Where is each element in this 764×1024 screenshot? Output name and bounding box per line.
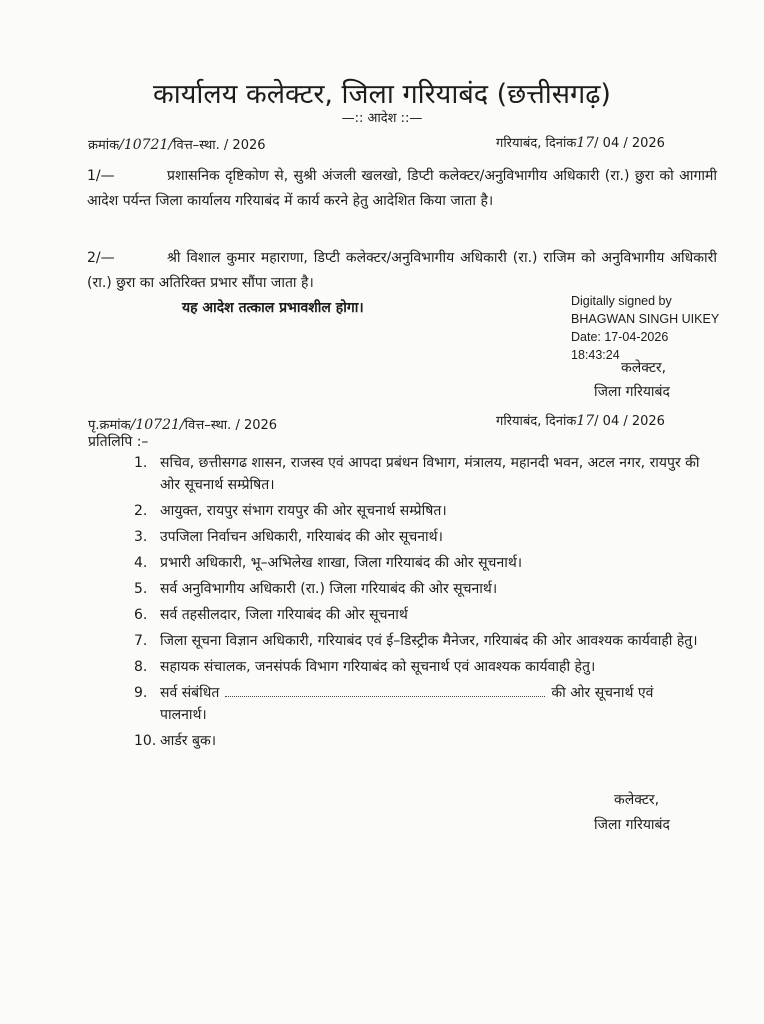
order-reference xyxy=(88,135,266,153)
list-item: 7. जिला सूचना विज्ञान अधिकारी, गरियाबंद एवं ई–डिस्ट्रीक मैनेजर, गरियाबंद की ओर आवश्यक कार्यवाही हेतु। xyxy=(134,633,698,649)
order-heading: —:: आदेश ::— xyxy=(341,111,423,126)
ref-number: /10721/ xyxy=(119,137,174,153)
digital-signature xyxy=(571,292,719,364)
effect-statement: यह आदेश तत्काल प्रभावशील होगा। xyxy=(182,300,364,316)
office-title: कार्यालय कलेक्टर, जिला गरियाबंद (छत्तीसगढ़) xyxy=(153,79,611,110)
list-item: 6. सर्व तहसीलदार, जिला गरियाबंद की ओर सूचनार्थ xyxy=(134,607,408,623)
signatory-district-2: जिला गरियाबंद xyxy=(594,817,670,833)
paragraph-number: 2/— xyxy=(87,250,115,266)
date-day: 17 xyxy=(576,135,595,151)
list-item: 3. उपजिला निर्वाचन अधिकारी, गरियाबंद की ओर सूचनार्थ। xyxy=(134,529,443,545)
endorsement-place-date xyxy=(496,411,665,429)
paragraph-number: 1/— xyxy=(87,168,115,184)
endorsement-reference xyxy=(88,415,277,433)
ref-label: पृ.क्रमांक xyxy=(88,418,131,433)
ref-number: /10721/ xyxy=(130,417,185,433)
list-item: 4. प्रभारी अधिकारी, भू–अभिलेख शाखा, जिला गरियाबंद की ओर सूचनार्थ। xyxy=(134,555,523,571)
blank-fill-line xyxy=(225,684,545,697)
signature-name: BHAGWAN SINGH UIKEY xyxy=(571,312,720,326)
place-date-label: गरियाबंद, दिनांक xyxy=(496,414,577,429)
ref-dept: वित्त–स्था. / 2026 xyxy=(184,418,278,433)
order-paragraph-2 xyxy=(87,246,717,296)
signature-time: 18:43:24 xyxy=(571,348,620,362)
list-item: 5. सर्व अनुविभागीय अधिकारी (रा.) जिला गरियाबंद की ओर सूचनार्थ। xyxy=(134,581,498,597)
date-day: 17 xyxy=(576,413,595,429)
signatory-title-2: कलेक्टर, xyxy=(614,792,660,808)
paragraph-text-cont: अधिकारी (रा.) छुरा को आगामी आदेश पर्यन्त जिला कार्यालय गरियाबंद में कार्य करने हेतु आदेशित किया जाता है। xyxy=(87,168,717,209)
date-rest: / 04 / 2026 xyxy=(594,136,665,151)
signature-date: Date: 17-04-2026 xyxy=(571,330,669,344)
paragraph-text-cont: को अनुविभागीय अधिकारी (रा.) छुरा का अतिरिक्त प्रभार सौंपा जाता है। xyxy=(87,250,717,291)
signatory-title: कलेक्टर, xyxy=(621,360,667,376)
list-item: 8. सहायक संचालक, जनसंपर्क विभाग गरियाबंद को सूचनार्थ एवं आवश्यक कार्यवाही हेतु। xyxy=(134,659,596,675)
list-item: 10. आर्डर बुक। xyxy=(134,733,217,749)
list-item: 9. सर्व संबंधित की ओर सूचनार्थ एवं पालनार्थ। xyxy=(134,685,654,723)
order-place-date xyxy=(496,133,665,151)
copy-list xyxy=(120,452,700,756)
list-item: 1. सचिव, छत्तीसगढ शासन, राजस्व एवं आपदा प्रबंधन विभाग, मंत्रालय, महानदी भवन, अटल नगर, रायपुर की ओर सूचनार्थ सम्प्रेषित। xyxy=(134,455,700,493)
place-date-label: गरियाबंद, दिनांक xyxy=(496,136,577,151)
ref-label: क्रमांक xyxy=(88,138,120,153)
copy-heading: प्रतिलिपि :– xyxy=(88,434,149,450)
date-rest: / 04 / 2026 xyxy=(594,414,665,429)
ref-dept: वित्त–स्था. / 2026 xyxy=(173,138,266,153)
list-item: 2. आयुक्त, रायपुर संभाग रायपुर की ओर सूचनार्थ सम्प्रेषित। xyxy=(134,503,447,519)
paragraph-text: श्री विशाल कुमार महाराणा, डिप्टी कलेक्टर/अनुविभागीय अधिकारी (रा.) राजिम xyxy=(167,250,576,266)
paragraph-text: प्रशासनिक दृष्टिकोण से, सुश्री अंजली खलखो, डिप्टी कलेक्टर/अनुविभागीय xyxy=(167,168,548,184)
signature-line: Digitally signed by xyxy=(571,294,672,308)
signatory-district: जिला गरियाबंद xyxy=(594,384,670,400)
order-paragraph-1 xyxy=(87,164,717,214)
